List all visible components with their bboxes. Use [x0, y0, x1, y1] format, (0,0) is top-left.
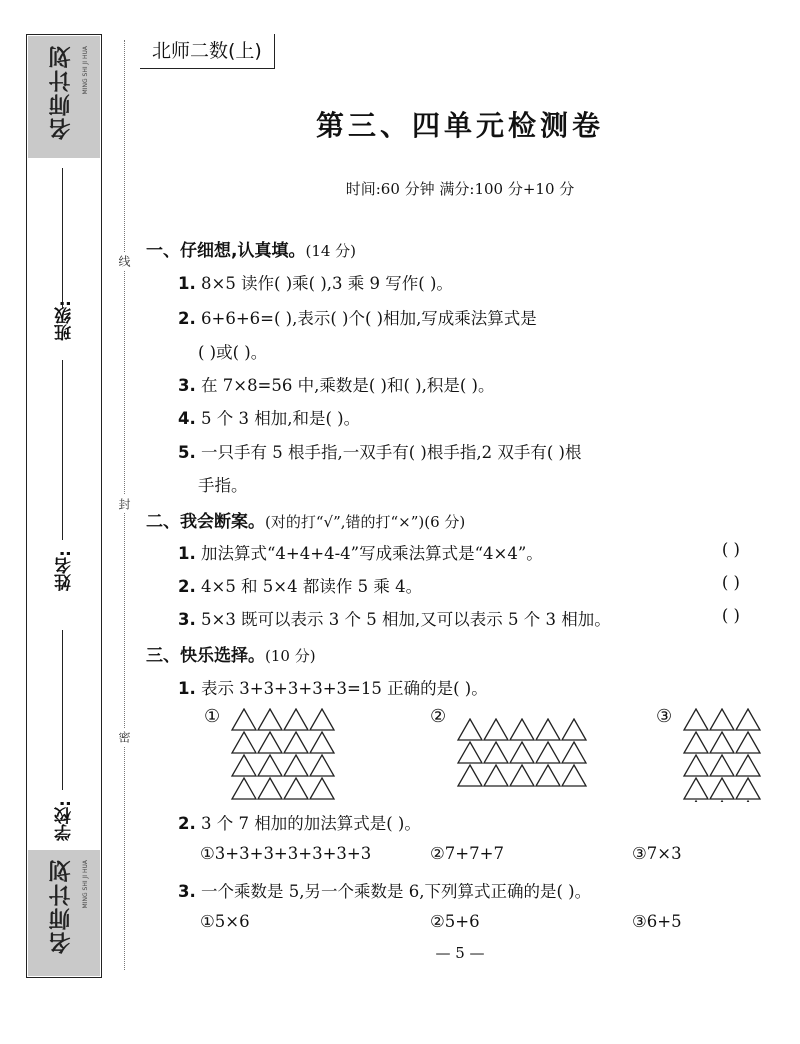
name-label: 姓名: [55, 550, 75, 591]
triangle [684, 755, 708, 776]
triangle [458, 765, 482, 786]
triangle [710, 755, 734, 776]
class-label: 班级: [55, 300, 75, 341]
triangle [710, 801, 734, 802]
triangle [284, 778, 308, 799]
class-fill-line [62, 168, 63, 308]
option-2-label: ② [430, 706, 447, 727]
triangle [258, 709, 282, 730]
triangle [736, 801, 760, 802]
triangle [684, 778, 708, 799]
school-label: 学校: [55, 800, 75, 841]
question: 4. 5 个 3 相加,和是( )。 [178, 409, 361, 428]
triangle [510, 719, 534, 740]
triangle [684, 732, 708, 753]
triangle [258, 778, 282, 799]
logo-subtext: MING SHI JI HUA [82, 46, 89, 95]
question-continued: 手指。 [198, 476, 248, 495]
triangle [484, 742, 508, 763]
triangle [310, 778, 334, 799]
section-3-points: (10 分) [265, 647, 316, 665]
triangle [562, 719, 586, 740]
triangle [458, 742, 482, 763]
logo-text: 名师计划 [49, 44, 74, 140]
question: 2. 6+6+6=( ),表示( )个( )相加,写成乘法算式是 [178, 309, 537, 328]
answer-paren[interactable]: ( ) [721, 573, 740, 592]
section-2-heading [146, 507, 465, 532]
triangle [536, 719, 560, 740]
question: 5. 一只手有 5 根手指,一双手有( )根手指,2 双手有( )根 [178, 443, 582, 462]
answer-paren[interactable]: ( ) [721, 606, 740, 625]
seal-mark-secret: 密 [116, 728, 133, 746]
choice-option[interactable]: ①3+3+3+3+3+3+3 [200, 844, 372, 863]
page-title: 第三、四单元检测卷 [315, 109, 604, 142]
section-3-heading [146, 641, 316, 666]
triangle [736, 778, 760, 799]
option-1-triangles [230, 708, 340, 800]
choice-option[interactable]: ③7×3 [632, 844, 682, 863]
triangle [562, 742, 586, 763]
triangle [232, 778, 256, 799]
question: 3. 一个乘数是 5,另一个乘数是 6,下列算式正确的是( )。 [178, 882, 592, 901]
triangle [484, 765, 508, 786]
page-number: — 5 — [435, 944, 485, 962]
triangle [684, 801, 708, 802]
question: 2. 3 个 7 相加的加法算式是( )。 [178, 814, 421, 833]
section-2-points: (对的打“√”,错的打“×”)(6 分) [265, 513, 466, 531]
name-fill-line [62, 360, 63, 540]
option-3-label: ③ [656, 706, 673, 727]
triangle [710, 778, 734, 799]
judge-question: 2. 4×5 和 5×4 都读作 5 乘 4。 ( ) [178, 573, 740, 596]
triangle [736, 755, 760, 776]
triangle [710, 709, 734, 730]
choice-option[interactable]: ①5×6 [200, 912, 250, 931]
triangle [284, 709, 308, 730]
triangle [736, 732, 760, 753]
triangle [562, 765, 586, 786]
logo-text: 名师计划 [49, 858, 74, 954]
triangle [258, 755, 282, 776]
question: 1. 8×5 读作( )乘( ),3 乘 9 写作( )。 [178, 274, 453, 293]
series-tab: 北师二数(上) [140, 34, 275, 69]
triangle [310, 732, 334, 753]
triangle [736, 709, 760, 730]
triangle [232, 709, 256, 730]
triangle [536, 742, 560, 763]
judge-question: 3. 5×3 既可以表示 3 个 5 相加,又可以表示 5 个 3 相加。 ( ) [178, 606, 740, 629]
question-continued: ( )或( )。 [198, 343, 268, 362]
triangle [510, 742, 534, 763]
logo-subtext: MING SHI JI HUA [82, 860, 89, 909]
seal-mark-seal: 封 [116, 495, 133, 513]
triangle [284, 732, 308, 753]
choice-option[interactable]: ②5+6 [430, 912, 480, 931]
answer-paren[interactable]: ( ) [721, 540, 740, 559]
triangle [510, 765, 534, 786]
triangle [536, 765, 560, 786]
section-1-title: 一、仔细想,认真填。 [146, 241, 306, 261]
option-3-triangles [682, 708, 766, 802]
logo-top [28, 36, 100, 158]
triangle [232, 732, 256, 753]
judge-question: 1. 加法算式“4+4+4-4”写成乘法算式是“4×4”。 ( ) [178, 540, 740, 563]
choice-option[interactable]: ③6+5 [632, 912, 682, 931]
choice-option[interactable]: ②7+7+7 [430, 844, 504, 863]
triangle [232, 755, 256, 776]
triangle [710, 732, 734, 753]
exam-meta: 时间:60 分钟 满分:100 分+10 分 [345, 180, 575, 198]
triangle [310, 755, 334, 776]
logo-bottom [28, 850, 100, 976]
triangle [310, 709, 334, 730]
section-1-heading [146, 236, 356, 261]
triangle [458, 719, 482, 740]
option-1-label: ① [204, 706, 221, 727]
triangle [284, 755, 308, 776]
triangle [258, 732, 282, 753]
section-1-points: (14 分) [305, 242, 357, 260]
section-2-title: 二、我会断案。 [146, 512, 265, 532]
triangle [484, 719, 508, 740]
section-3-title: 三、快乐选择。 [146, 646, 265, 666]
triangle [684, 709, 708, 730]
question: 3. 在 7×8=56 中,乘数是( )和( ),积是( )。 [178, 376, 495, 395]
option-2-triangles [456, 718, 592, 790]
question: 1. 表示 3+3+3+3+3=15 正确的是( )。 [178, 679, 488, 698]
school-fill-line [62, 630, 63, 790]
seal-mark-line: 线 [116, 252, 133, 270]
